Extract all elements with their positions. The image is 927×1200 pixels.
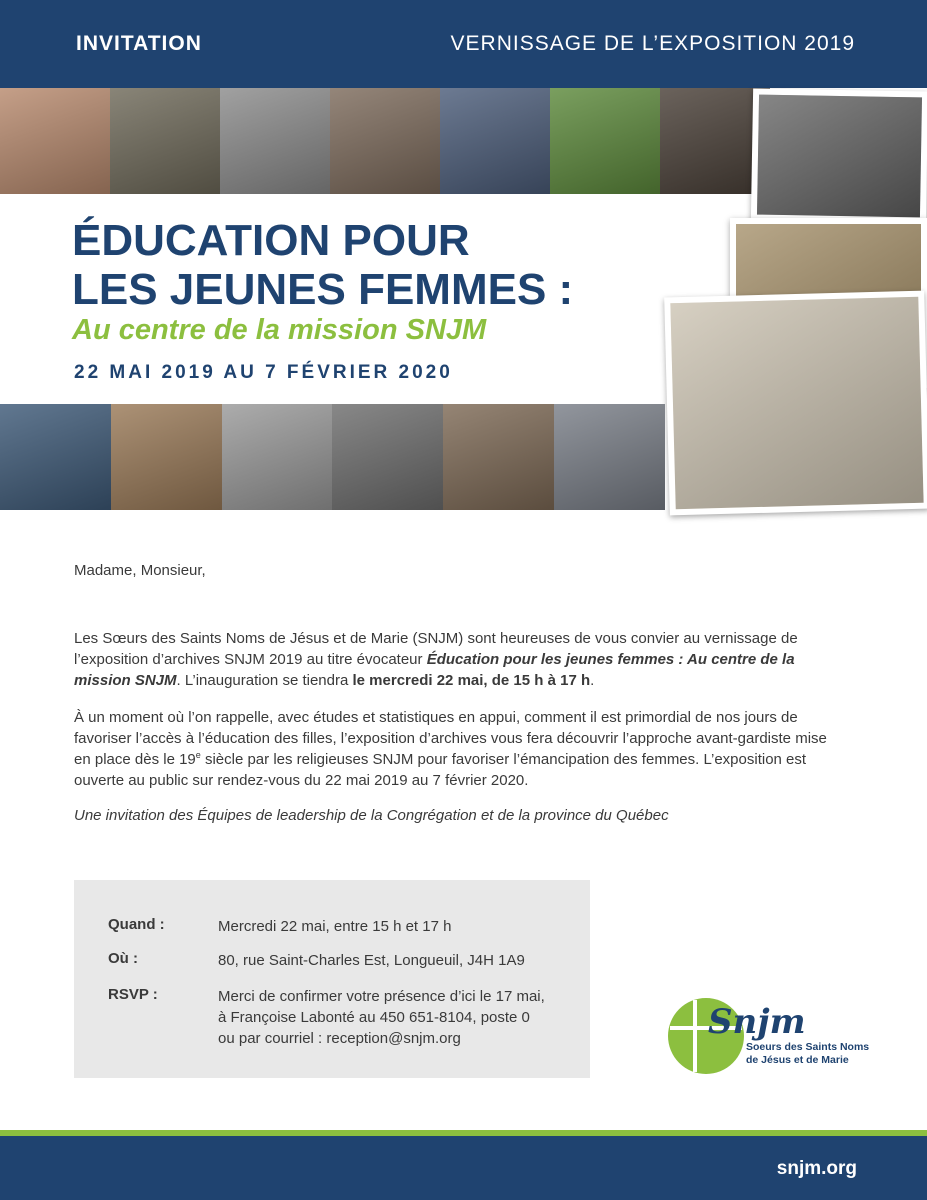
photo-classroom-uniforms (440, 88, 550, 194)
where-label: Où : (108, 950, 138, 967)
photo-typewriter (220, 88, 330, 194)
exhibition-dates: 22 MAI 2019 AU 7 FÉVRIER 2020 (74, 362, 453, 383)
photo-strip-top (0, 88, 770, 194)
p2-text-a: À un moment où l’on rappelle, avec études et statistiques en appui, comment il est primordial de nos jours de favoriser l’accès à l’éducation des filles, l’exposition d’archives vous fera découvrir l’approche avant-gardiste mise en place dès le 19 (74, 709, 827, 768)
salutation: Madame, Monsieur, (74, 562, 206, 579)
event-details-box (74, 880, 590, 1078)
paragraph-3-signature: Une invitation des Équipes de leadership de la Congrégation et de la province du Québec (74, 807, 669, 824)
title-line-2: LES JEUNES FEMMES : (72, 265, 574, 314)
header-invitation: INVITATION (76, 32, 202, 55)
photo-student-skeleton (330, 88, 440, 194)
photo-nun-classroom (110, 88, 220, 194)
main-title (72, 216, 573, 314)
photo-garden (550, 88, 660, 194)
p1-exhibition-title: Éducation pour les jeunes femmes : Au centre de la mission SNJM (74, 651, 795, 689)
title-line-1: ÉDUCATION POUR (72, 216, 470, 265)
polaroid-old-classroom (751, 88, 927, 223)
rsvp-label: RSVP : (108, 986, 158, 1003)
footer-bar (0, 1136, 927, 1200)
photo-piano-hall (670, 297, 923, 509)
where-value: 80, rue Saint-Charles Est, Longueuil, J4H 1A9 (218, 952, 525, 969)
photo-sisters-porch (332, 404, 443, 510)
when-label: Quand : (108, 916, 165, 933)
when-value: Mercredi 22 mai, entre 15 h et 17 h (218, 918, 452, 935)
logo-wordmark: Snjm (708, 1002, 806, 1042)
paragraph-2 (74, 707, 844, 791)
photo-old-classroom (757, 95, 922, 218)
p1-text-c: . (590, 672, 595, 689)
footer-website: snjm.org (776, 1158, 857, 1179)
photo-students-group (0, 404, 111, 510)
photo-skaters (554, 404, 665, 510)
polaroid-piano-hall (664, 291, 927, 516)
logo-cross-vertical (693, 1000, 697, 1072)
subtitle: Au centre de la mission SNJM (72, 314, 487, 346)
logo-text-line-1: Soeurs des Saints Noms (746, 1041, 870, 1053)
rsvp-value (218, 986, 598, 1049)
rsvp-line-2: à Françoise Labonté au 450 651-8104, poste 0 (218, 1009, 530, 1026)
photo-science-kids (111, 404, 222, 510)
p2-text-b: siècle par les religieuses SNJM pour favoriser l’émancipation des femmes. L’exposition est ouverte au public sur rendez-vous du 22 mai 2019 au 7 février 2020. (74, 751, 807, 789)
photo-african-students (443, 404, 554, 510)
paragraph-1 (74, 628, 844, 691)
p1-text-b: . L’inauguration se tiendra (176, 672, 353, 689)
p2-superscript: e (195, 750, 201, 760)
snjm-logo (668, 998, 868, 1078)
header-vernissage: VERNISSAGE DE L’EXPOSITION 2019 (450, 32, 855, 55)
photo-gym-exercise (222, 404, 333, 510)
rsvp-line-3: ou par courriel : reception@snjm.org (218, 1030, 461, 1047)
header-bar (0, 0, 927, 88)
logo-text-line-2: de Jésus et de Marie (746, 1054, 849, 1066)
photo-strip-bottom (0, 404, 665, 510)
p1-text-a: Les Sœurs des Saints Noms de Jésus et de Marie (SNJM) sont heureuses de vous convier au vernissage de l’exposition d’archives SNJM 2019 au titre évocateur (74, 630, 798, 668)
rsvp-line-1: Merci de confirmer votre présence d’ici le 17 mai, (218, 988, 545, 1005)
photo-lab-students (0, 88, 110, 194)
p1-date: le mercredi 22 mai, de 15 h à 17 h (352, 672, 591, 689)
